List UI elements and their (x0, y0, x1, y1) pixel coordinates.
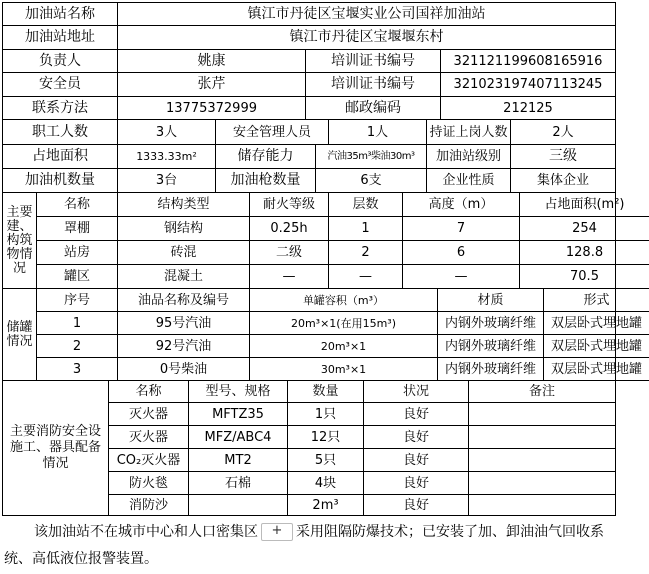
buildings-cell-3: — (329, 265, 403, 289)
tanks-cell-0: 2 (37, 335, 118, 358)
tanks-cell-0: 3 (37, 358, 118, 381)
buildings-cell-1: 混凝土 (118, 265, 250, 289)
fire-cell-0: 防火毯 (109, 472, 189, 495)
postal-code-value: 212125 (441, 97, 615, 120)
tanks-cell-4: 双层卧式埋地罐 (544, 358, 649, 381)
buildings-header-0: 名称 (37, 193, 118, 217)
buildings-cell-4: 6 (403, 241, 520, 265)
station-address-label: 加油站地址 (3, 26, 118, 50)
safety-mgmt-label: 安全管理人员 (216, 120, 329, 145)
fire-cell-1: MFZ/ABC4 (189, 426, 288, 449)
fire-cell-3: 良好 (364, 472, 469, 495)
tanks-header-4: 形式 (544, 289, 649, 312)
fire-cell-4 (469, 426, 615, 449)
buildings-cell-1: 钢结构 (118, 217, 250, 241)
tanks-cell-0: 1 (37, 312, 118, 335)
fire-cell-1: MFTZ35 (189, 403, 288, 426)
tanks-section-label: 储罐情况 (3, 289, 37, 381)
postal-code-label: 邮政编码 (306, 97, 441, 120)
fire-cell-4 (469, 449, 615, 472)
fire-cell-0: CO₂灭火器 (109, 449, 189, 472)
storage-value: 汽油35m³柴油30m³ (316, 145, 427, 169)
buildings-cell-2: — (250, 265, 329, 289)
buildings-cell-0: 站房 (37, 241, 118, 265)
area-label: 占地面积 (3, 145, 118, 169)
contact-label: 联系方法 (3, 97, 118, 120)
fire-cell-2: 12只 (288, 426, 364, 449)
fire-header-2: 数量 (288, 381, 364, 403)
buildings-header-3: 层数 (329, 193, 403, 217)
gun-count-value: 6支 (316, 169, 427, 193)
cert-no-value-2: 321023197407113245 (441, 73, 615, 97)
tanks-cell-1: 92号汽油 (118, 335, 250, 358)
plus-icon[interactable]: + (261, 523, 293, 541)
buildings-cell-0: 罐区 (37, 265, 118, 289)
fire-cell-0: 灭火器 (109, 426, 189, 449)
fire-section-label: 主要消防安全设施工、器具配备情况 (3, 381, 109, 515)
buildings-header-5: 占地面积(m²) (520, 193, 649, 217)
tanks-header-2: 单罐容积（m³） (250, 289, 438, 312)
tanks-cell-2: 30m³×1 (250, 358, 438, 381)
certified-count-label: 持证上岗人数 (427, 120, 511, 145)
fire-cell-4 (469, 495, 615, 515)
gun-count-label: 加油枪数量 (216, 169, 316, 193)
fire-cell-1 (189, 495, 288, 515)
buildings-cell-5: 70.5 (520, 265, 649, 289)
safety-officer-value: 张芹 (118, 73, 306, 97)
station-name-label: 加油站名称 (3, 3, 118, 26)
storage-label: 储存能力 (216, 145, 316, 169)
buildings-cell-3: 1 (329, 217, 403, 241)
tanks-cell-4: 双层卧式埋地罐 (544, 312, 649, 335)
fire-cell-3: 良好 (364, 449, 469, 472)
fire-cell-1: 石棉 (189, 472, 288, 495)
buildings-cell-4: 7 (403, 217, 520, 241)
fire-cell-0: 消防沙 (109, 495, 189, 515)
fire-cell-2: 4块 (288, 472, 364, 495)
tanks-cell-1: 95号汽油 (118, 312, 250, 335)
buildings-cell-4: — (403, 265, 520, 289)
fire-cell-3: 良好 (364, 426, 469, 449)
staff-count-value: 3人 (118, 120, 216, 145)
buildings-section-label: 主要建、构筑物情况 (3, 193, 37, 289)
tanks-header-1: 油品名称及编号 (118, 289, 250, 312)
tanks-cell-4: 双层卧式埋地罐 (544, 335, 649, 358)
closing-note (4, 519, 616, 573)
tanks-cell-2: 20m³×1 (250, 335, 438, 358)
fire-header-3: 状况 (364, 381, 469, 403)
buildings-cell-2: 0.25h (250, 217, 329, 241)
buildings-header-4: 高度（m） (403, 193, 520, 217)
grade-value: 三级 (511, 145, 615, 169)
tanks-cell-3: 内钢外玻璃纤维 (438, 358, 544, 381)
tanks-cell-2: 20m³×1(在用15m³) (250, 312, 438, 335)
area-value: 1333.33m² (118, 145, 216, 169)
tanks-header-0: 序号 (37, 289, 118, 312)
machine-count-label: 加油机数量 (3, 169, 118, 193)
fire-cell-1: MT2 (189, 449, 288, 472)
buildings-cell-0: 罩棚 (37, 217, 118, 241)
tanks-cell-3: 内钢外玻璃纤维 (438, 335, 544, 358)
tanks-header-3: 材质 (438, 289, 544, 312)
cert-no-value-1: 321121199608165916 (441, 50, 615, 73)
note-text-1: 该加油站不在城市中心和人口密集区 (34, 524, 258, 540)
contact-value: 13775372999 (118, 97, 306, 120)
fire-cell-4 (469, 403, 615, 426)
nature-value: 集体企业 (511, 169, 615, 193)
fire-header-4: 备注 (469, 381, 615, 403)
buildings-cell-1: 砖混 (118, 241, 250, 265)
nature-label: 企业性质 (427, 169, 511, 193)
note-text-2: 采用阻隔防爆技术；已安装了加、卸油油气回收系统、高低液位报警装置。 (4, 524, 604, 567)
fire-cell-0: 灭火器 (109, 403, 189, 426)
station-address-value: 镇江市丹徒区宝堰堰东村 (118, 26, 615, 50)
buildings-header-2: 耐火等级 (250, 193, 329, 217)
fire-cell-2: 1只 (288, 403, 364, 426)
fire-header-0: 名称 (109, 381, 189, 403)
person-in-charge-value: 姚康 (118, 50, 306, 73)
certified-count-value: 2人 (511, 120, 615, 145)
staff-count-label: 职工人数 (3, 120, 118, 145)
safety-mgmt-value: 1人 (329, 120, 427, 145)
buildings-cell-2: 二级 (250, 241, 329, 265)
machine-count-value: 3台 (118, 169, 216, 193)
tanks-cell-1: 0号柴油 (118, 358, 250, 381)
safety-officer-label: 安全员 (3, 73, 118, 97)
fire-cell-4 (469, 472, 615, 495)
cert-no-label-2: 培训证书编号 (306, 73, 441, 97)
station-info-table (2, 2, 642, 516)
tanks-cell-3: 内钢外玻璃纤维 (438, 312, 544, 335)
cert-no-label-1: 培训证书编号 (306, 50, 441, 73)
fire-cell-3: 良好 (364, 403, 469, 426)
person-in-charge-label: 负责人 (3, 50, 118, 73)
buildings-cell-3: 2 (329, 241, 403, 265)
buildings-cell-5: 128.8 (520, 241, 649, 265)
buildings-cell-5: 254 (520, 217, 649, 241)
fire-cell-2: 2m³ (288, 495, 364, 515)
fire-cell-3: 良好 (364, 495, 469, 515)
fire-cell-2: 5只 (288, 449, 364, 472)
fire-header-1: 型号、规格 (189, 381, 288, 403)
station-name-value: 镇江市丹徒区宝堰实业公司国祥加油站 (118, 3, 615, 26)
grade-label: 加油站级别 (427, 145, 511, 169)
buildings-header-1: 结构类型 (118, 193, 250, 217)
